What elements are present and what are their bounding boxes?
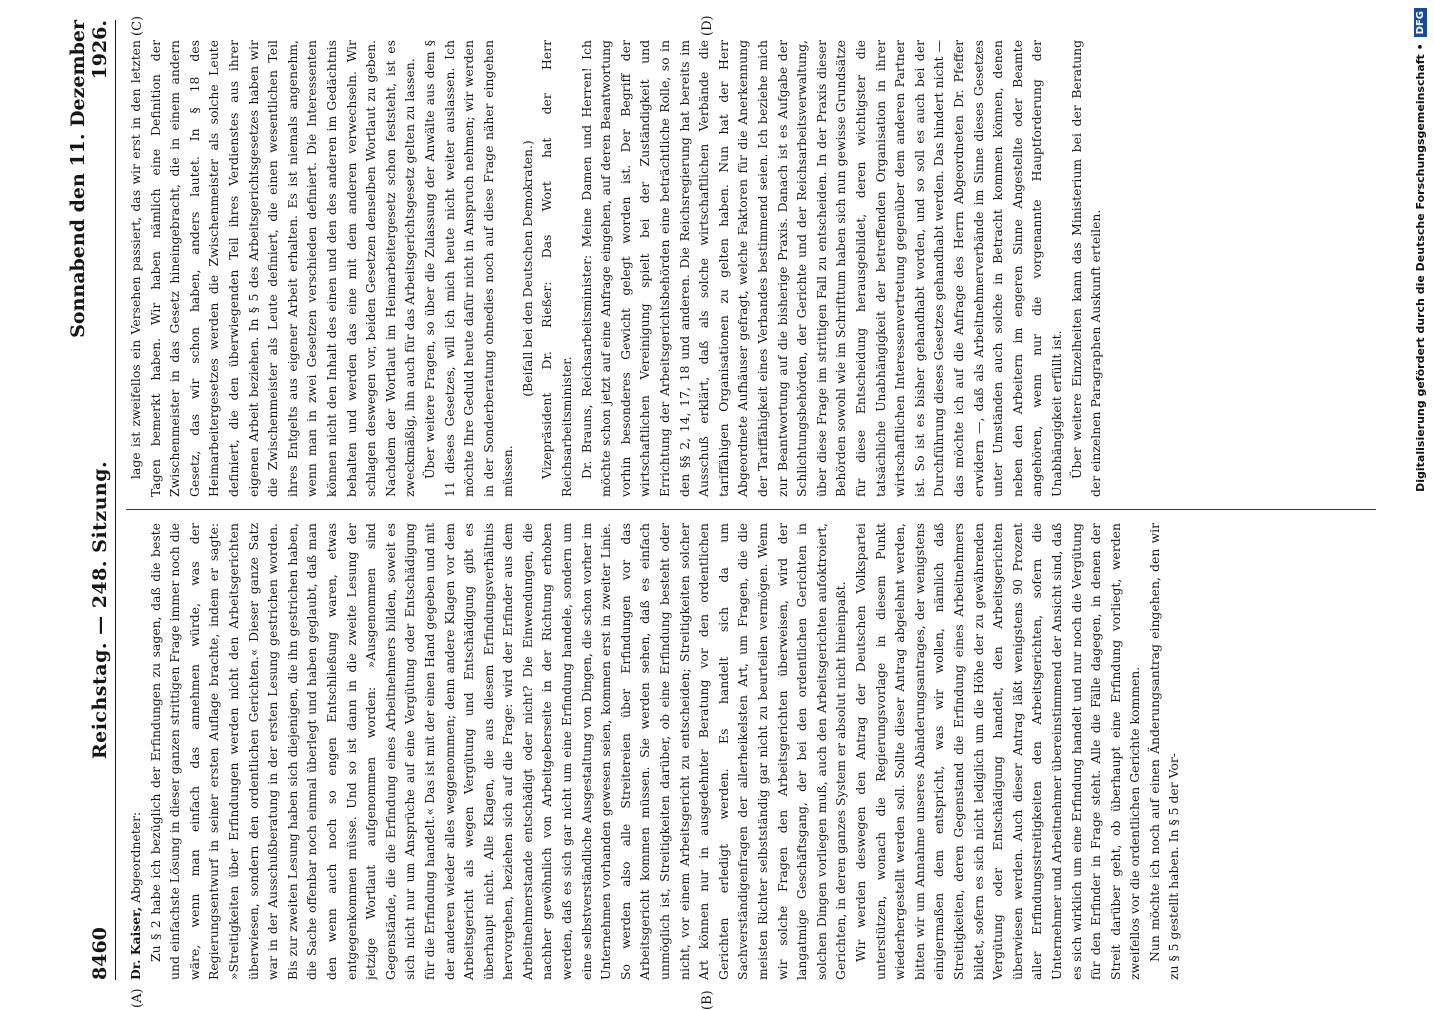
credit-line bbox=[1405, 8, 1434, 988]
session-title: Reichstag. — 248. Sitzung. bbox=[89, 460, 111, 760]
paragraph bbox=[126, 40, 420, 497]
session-date: Sonnabend den 11. Dezember 1926. bbox=[67, 20, 111, 338]
left-column bbox=[126, 523, 1376, 980]
margin-marker-a: (A) bbox=[130, 988, 145, 1008]
paragraph-text: Wir werden deswegen den Antrag der Deutschen Volkspartei unterstützen, wonach die Regierungsvorlage in diesem Punkt wiederhergestellt werden soll. Sollte dieser Antrag abgelehnt werden, bitten wir um Annahme unseres Abänderungsantrages, der wenigstens einigermaßen dem entspricht, was wir wollen, nämlich daß Streitigkeiten, deren Gegenstand die Erfindung eines Arbeitnehmers bildet, sofern es sich nicht lediglich um die Höhe der zu gewährenden Vergütung oder Entschädigung handelt, den Arbeitsgerichten überwiesen werden. Auch dieser Antrag läßt wenigstens 90 Prozent aller Erfindungsstreitigkeiten den Arbeitsgerichten, sofern die Unternehmer und Arbeitnehmer übereinstimmend der Ansicht sind, daß es sich wirklich um eine Erfindung handelt und nur noch die Vergütung für den Erfinder in Frage steht. Alle die Fälle dagegen, in denen der Streit darüber geht, ob überhaupt eine Erfindung vorliegt, werden zweifellos vor die ordentlichen Gerichte kommen. bbox=[852, 523, 1143, 980]
digitization-credit bbox=[1405, 8, 1434, 988]
paragraph bbox=[146, 523, 851, 980]
paragraph-text: lage ist zweifellos ein Versehen passiert, das wir erst in den letzten Tagen bemerkt haben. Wir haben nämlich eine Definition der Zwischenmeister in das Gesetz hineingebracht, die in einem andern Gesetz, das wir schon haben, anders lautet. In § 18 des Heimarbeitergesetzes werden die Zwischenmeister als solche Leute definiert, die den überwiegenden Teil ihres Verdienstes aus ihrer eigenen Arbeit beziehen. In § 5 des Arbeitsgerichtsgesetzes haben wir die Zwischenmeister als Leute definiert, die einen wesentlichen Teil ihres Entgelts aus eigener Arbeit erhalten. Es ist niemals angenehm, wenn man in zwei Gesetzen verschieden definiert. Die Interessenten können nicht den Inhalt des einen und den des anderen im Gedächtnis behalten und werden das eine mit dem anderen verwechseln. Wir schlagen deswegen vor, beiden Gesetzen denselben Wortlaut zu geben. Nachdem der Wortlaut im Heimarbeitergesetz schon feststeht, ist es zweckmäßig, ihn auch für das Arbeitsgerichtsgesetz gelten zu lassen. bbox=[128, 40, 418, 497]
paragraph-text: Über weitere Einzelheiten kann das Ministerium bei der Beratung der einzelnen Paragraphen Auskunft erteilen. bbox=[1068, 40, 1104, 497]
paragraph-text: Über weitere Fragen, so über die Zulassung der Anwälte aus dem § 11 dieses Gesetzes, will ich mich heute nicht weiter auslassen. Ich möchte Ihre Geduld heute dafür nicht in Anspruch nehmen; wir werden in der Sonderberatung ohnedies noch auf diese Frage näher eingehen müssen. bbox=[421, 40, 516, 497]
paragraph: (Beifall bei den Deutschen Demokraten.) bbox=[519, 140, 535, 397]
right-column bbox=[126, 40, 1376, 497]
credit-text: Digitalisierung gefördert durch die Deutsche Forschungsgemeinschaft • bbox=[1413, 43, 1427, 492]
paragraph bbox=[537, 40, 576, 497]
paragraph-text: Nun möchte ich noch auf einen Änderungsantrag eingehen, den wir zu § 5 gestellt haben. In § 5 der Vor- bbox=[1146, 523, 1182, 980]
paragraph bbox=[1067, 40, 1106, 497]
speaker-name: Dr. Kaiser, bbox=[128, 906, 143, 980]
paragraph bbox=[126, 523, 146, 980]
page-number: 8460 bbox=[89, 927, 111, 980]
column-divider bbox=[126, 509, 1376, 510]
paragraph-text: Abgeordneter: bbox=[128, 811, 143, 907]
margin-marker-b: (B) bbox=[700, 990, 715, 1010]
rotated-page bbox=[67, 15, 1390, 1010]
dfg-logo: DFG bbox=[1414, 8, 1427, 37]
margin-marker-c: (C) bbox=[130, 15, 145, 36]
paragraph-text: Vizepräsident Dr. Rießer: Das Wort hat der Herr Reichsarbeitsminister. bbox=[539, 40, 575, 497]
paragraph bbox=[1145, 523, 1184, 980]
paragraph-text: Zu § 2 habe ich bezüglich der Erfindungen zu sagen, daß die beste und einfachste Lösung in dieser ganzen strittigen Frage immer noch die wäre, wenn man einfach das annehmen würde, was der Regierungsentwurf in seiner ersten Auflage brachte, indem er sagte: »Streitigkeiten über Erfindungen werden nicht den Arbeitsgerichten überwiesen, sondern den ordentlichen Gerichten.« Dieser ganze Satz war in der Ausschußberatung in der ersten Lesung gestrichen worden. Bis zur zweiten Lesung haben sich diejenigen, die ihn gestrichen haben, die Sache offenbar noch einmal überlegt und haben geglaubt, daß man den wenn auch noch so engen Entschließung waren, etwas entgegenkommen müsse. Und so ist dann in die zweite Lesung der jetzige Wortlaut aufgenommen worden: »Ausgenommen sind Gegenstände, die die Erfindung eines Arbeitnehmers bilden, soweit es sich nicht nur um Ansprüche auf eine Vergütung oder Entschädigung für die Erfindung handelt.« Das ist mit der einen Hand gegeben und mit der anderen wieder alles weggenommen; denn andere Klagen vor dem Arbeitsgericht als wegen Vergütung und Entschädigung gibt es überhaupt nicht. Alle Klagen, die aus diesem Erfindungsverhältnis hervorgehen, beziehen sich auf die Frage: wird der Erfinder aus dem Arbeitnehmerstande entschädigt oder nicht? Die Einwendungen, die nachher gewöhnlich von Arbeitgeberseite in der Richtung erhoben werden, daß es sich gar nicht um eine Erfindung handele, sondern um eine selbstverständliche Ausgestaltung von Dingen, die schon vorher im Unternehmen vorhanden gewesen seien, kommen erst in zweiter Linie. So werden also alle Streitereien über Erfindungen vor das Arbeitsgericht kommen müssen. Sie werden sehen, daß es einfach unmöglich ist, Streitigkeiten darüber, ob eine Erfindung besteht oder nicht, vor einem Arbeitsgericht zu entscheiden; Streitigkeiten solcher Art können nur in ausgedehnter Beratung vor den ordentlichen Gerichten erledigt werden. Es handelt sich da um Sachverständigenfragen der allerheikelsten Art, um Fragen, die die meisten Richter selbstständig gar nicht zu beurteilen vermögen. Wenn wir solche Fragen den Arbeitsgerichten überweisen, wird der langatmige Geschäftsgang, der bei den ordentlichen Gerichten in solchen Dingen vorliegen muß, auch den Arbeitsgerichten aufoktroiert, Gerichten, in deren ganzes System er absolut nicht hineinpaßt. bbox=[147, 523, 849, 980]
page-header bbox=[67, 20, 116, 980]
paragraph bbox=[420, 40, 518, 497]
paragraph bbox=[577, 40, 1067, 497]
page-content bbox=[67, 15, 1390, 1010]
margin-marker-d: (D) bbox=[700, 15, 715, 36]
paragraph-text: Dr. Brauns, Reichsarbeitsminister: Meine Damen und Herren! Ich möchte schon jetzt auf eine Anfrage eingehen, auf deren Beantwortung vorhin besonderes Gewicht gelegt worden ist. Der Begriff der wirtschaftlichen Vereinigung spielt bei der Zuständigkeit und Errichtung der Arbeitsgerichtsbehörden eine beträchtliche Rolle, so in den §§ 2, 14, 17, 18 und anderen. Die Reichsregierung hat bereits im Ausschuß erklärt, daß als solche wirtschaftlichen Verbände die tariffähigen Organisationen zu gelten haben. Nun hat der Herr Abgeordnete Aufhäuser gefragt, welche Faktoren für die Anerkennung der Tariffähigkeit eines Verbandes bestimmend seien. Ich beziehe mich zur Beantwortung auf die bisherige Praxis. Danach ist es Aufgabe der Schlichtungsbehörden, der Gerichte und der Reichsarbeitsverwaltung, über diese Frage im strittigen Fall zu entscheiden. In der Praxis dieser Behörden sowohl wie im Schrifttum haben sich nun gewisse Grundsätze für diese Entscheidung herausgebildet, deren wichtigster die tatsächliche Unabhängigkeit der betreffenden Organisation in ihrer wirtschaftlichen Interessenvertretung gegenüber dem anderen Partner ist. So ist es bisher gehandhabt worden, und so soll es auch bei der Durchführung dieses Gesetzes gehandhabt werden. Das hindert nicht — das möchte ich auf die Anfrage des Herrn Abgeordneten Dr. Pfeffer erwidern —, daß als Arbeitnehmerverbände im Sinne dieses Gesetzes unter Umständen auch solche in Betracht kommen können, denen neben den Arbeitern im engeren Sinne Angestellte oder Beamte angehören, wenn nur die vorgenannte Hauptforderung der Unabhängigkeit erfüllt ist. bbox=[578, 40, 1064, 497]
paragraph bbox=[851, 523, 1145, 980]
